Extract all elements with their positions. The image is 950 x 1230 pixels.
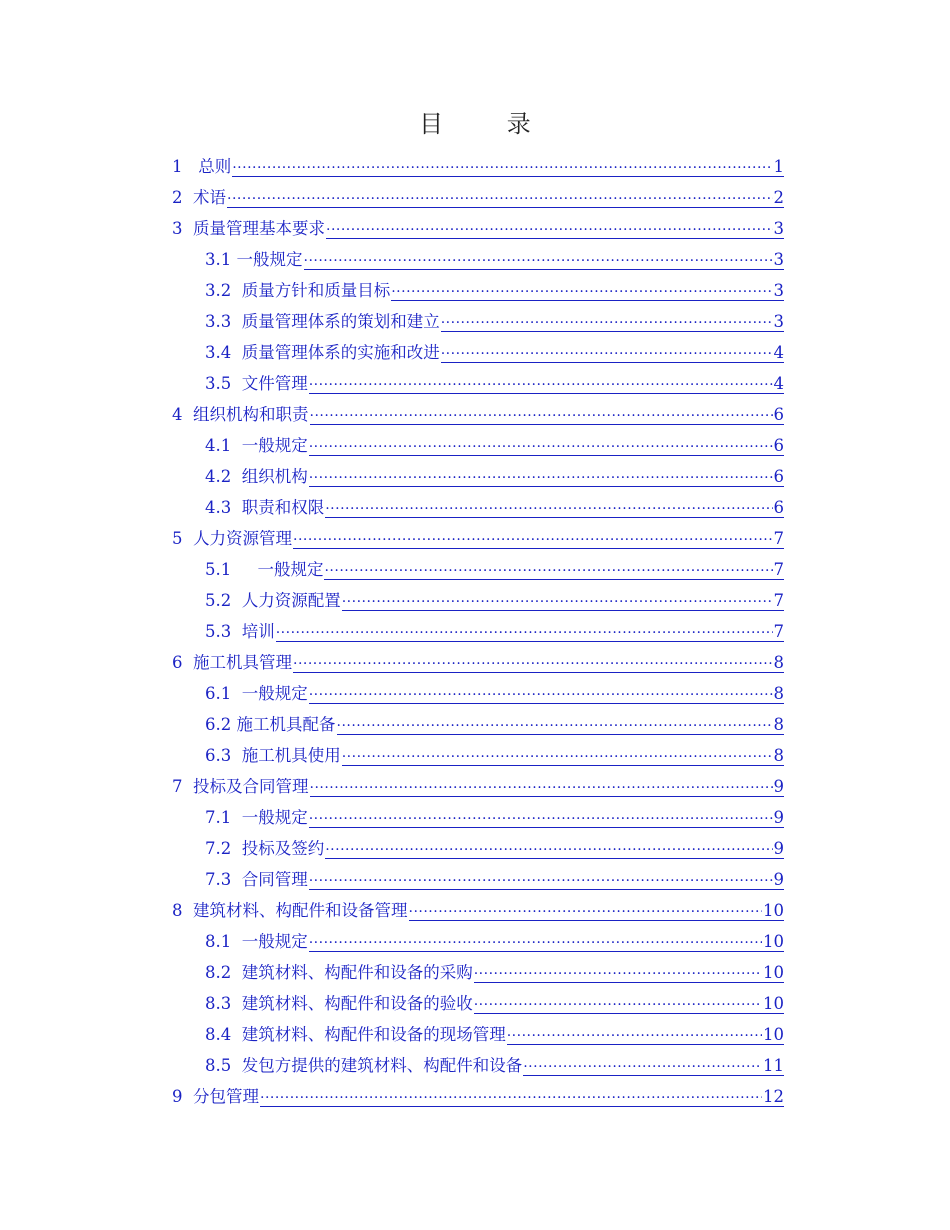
toc-entry-label: 3.2 质量方针和质量目标 <box>205 281 391 300</box>
toc-dot-leader <box>232 154 772 174</box>
toc-entry-27[interactable] <box>172 983 784 1014</box>
toc-entry-23[interactable] <box>172 859 784 890</box>
toc-entry-page-number: 10 <box>763 901 784 920</box>
toc-dot-leader <box>342 588 773 608</box>
toc-dot-leader <box>441 340 773 360</box>
toc-dot-leader <box>391 278 772 298</box>
toc-dot-leader <box>441 309 773 329</box>
toc-entry-24[interactable] <box>172 890 784 921</box>
toc-entry-page-number: 9 <box>773 870 784 889</box>
toc-entry-page-number: 4 <box>773 374 784 393</box>
toc-entry-5[interactable] <box>172 301 784 332</box>
toc-entry-label: 4.1 一般规定 <box>205 436 308 455</box>
toc-dot-leader <box>309 681 773 701</box>
toc-entry-28[interactable] <box>172 1014 784 1045</box>
toc-entry-12[interactable] <box>172 518 784 549</box>
toc-entry-page-number: 3 <box>773 281 784 300</box>
toc-entry-21[interactable] <box>172 797 784 828</box>
toc-entry-29[interactable] <box>172 1045 784 1076</box>
toc-entry-page-number: 7 <box>773 560 784 579</box>
toc-entry-9[interactable] <box>172 425 784 456</box>
toc-entry-label: 1 总则 <box>172 157 232 176</box>
toc-entry-label: 6.1 一般规定 <box>205 684 308 703</box>
toc-entry-page-number: 9 <box>773 808 784 827</box>
toc-entry-7[interactable] <box>172 363 784 394</box>
toc-entry-label: 8.3 建筑材料、构配件和设备的验收 <box>205 994 473 1013</box>
toc-entry-label: 8.5 发包方提供的建筑材料、构配件和设备 <box>205 1056 523 1075</box>
toc-entry-1[interactable] <box>172 177 784 208</box>
toc-entry-page-number: 3 <box>773 312 784 331</box>
toc-entry-label: 2 术语 <box>172 188 226 207</box>
toc-entry-8[interactable] <box>172 394 784 425</box>
toc-entry-10[interactable] <box>172 456 784 487</box>
toc-entry-label: 5.3 培训 <box>205 622 275 641</box>
toc-entry-label: 5.1 一般规定 <box>205 560 324 579</box>
toc-dot-leader <box>342 743 773 763</box>
toc-entry-25[interactable] <box>172 921 784 952</box>
toc-entry-page-number: 12 <box>763 1087 784 1106</box>
toc-entry-3[interactable] <box>172 239 784 270</box>
toc-entry-page-number: 8 <box>773 653 784 672</box>
toc-entry-page-number: 3 <box>773 250 784 269</box>
toc-entry-label: 4.2 组织机构 <box>205 467 308 486</box>
toc-entry-label: 8.2 建筑材料、构配件和设备的采购 <box>205 963 473 982</box>
toc-entry-0[interactable] <box>172 146 784 177</box>
toc-entry-page-number: 7 <box>773 529 784 548</box>
toc-entry-6[interactable] <box>172 332 784 363</box>
toc-entry-label: 8.4 建筑材料、构配件和设备的现场管理 <box>205 1025 506 1044</box>
toc-dot-leader <box>507 1022 762 1042</box>
toc-entry-page-number: 3 <box>773 219 784 238</box>
toc-dot-leader <box>474 991 762 1011</box>
toc-dot-leader <box>326 216 773 236</box>
toc-entry-4[interactable] <box>172 270 784 301</box>
toc-entry-underline <box>172 1106 784 1107</box>
toc-entry-page-number: 10 <box>763 1025 784 1044</box>
toc-entry-label: 3.3 质量管理体系的策划和建立 <box>205 312 440 331</box>
toc-entry-label: 7.1 一般规定 <box>205 808 308 827</box>
toc-entry-page-number: 9 <box>773 839 784 858</box>
toc-entry-label: 8.1 一般规定 <box>205 932 308 951</box>
toc-entry-page-number: 8 <box>773 746 784 765</box>
toc-dot-leader <box>523 1053 762 1073</box>
toc-dot-leader <box>309 464 773 484</box>
toc-entry-2[interactable] <box>172 208 784 239</box>
toc-entry-11[interactable] <box>172 487 784 518</box>
toc-entry-page-number: 1 <box>773 157 784 176</box>
toc-entry-label: 5.2 人力资源配置 <box>205 591 341 610</box>
toc-dot-leader <box>409 898 763 918</box>
toc-dot-leader <box>309 805 773 825</box>
toc-entry-22[interactable] <box>172 828 784 859</box>
toc-entry-17[interactable] <box>172 673 784 704</box>
toc-entry-label: 7 投标及合同管理 <box>172 777 309 796</box>
toc-entry-30[interactable] <box>172 1076 784 1107</box>
toc-dot-leader <box>325 836 772 856</box>
toc-entry-15[interactable] <box>172 611 784 642</box>
toc-entry-label: 3 质量管理基本要求 <box>172 219 325 238</box>
toc-entry-label: 7.2 投标及签约 <box>205 839 325 858</box>
toc-dot-leader <box>227 185 773 205</box>
toc-entry-label: 5 人力资源管理 <box>172 529 292 548</box>
toc-entry-page-number: 10 <box>763 932 784 951</box>
toc-entry-label: 7.3 合同管理 <box>205 870 308 889</box>
toc-entry-page-number: 4 <box>773 343 784 362</box>
toc-dot-leader <box>276 619 773 639</box>
toc-entry-page-number: 6 <box>773 405 784 424</box>
toc-entry-page-number: 2 <box>773 188 784 207</box>
toc-entry-page-number: 10 <box>763 994 784 1013</box>
toc-entry-page-number: 6 <box>773 436 784 455</box>
toc-entry-label: 4 组织机构和职责 <box>172 405 309 424</box>
toc-dot-leader <box>309 929 762 949</box>
toc-entry-page-number: 10 <box>763 963 784 982</box>
toc-entry-label: 3.4 质量管理体系的实施和改进 <box>205 343 440 362</box>
toc-entry-18[interactable] <box>172 704 784 735</box>
toc-entry-label: 3.5 文件管理 <box>205 374 308 393</box>
toc-title: 目 录 <box>419 110 559 138</box>
toc-entry-label: 8 建筑材料、构配件和设备管理 <box>172 901 408 920</box>
toc-entry-page-number: 8 <box>773 684 784 703</box>
toc-dot-leader <box>309 433 773 453</box>
toc-dot-leader <box>304 247 773 267</box>
toc-dot-leader <box>309 867 773 887</box>
toc-entry-14[interactable] <box>172 580 784 611</box>
toc-dot-leader <box>310 774 773 794</box>
toc-entry-page-number: 7 <box>773 591 784 610</box>
toc-entry-19[interactable] <box>172 735 784 766</box>
toc-entry-page-number: 7 <box>773 622 784 641</box>
toc-dot-leader <box>293 650 773 670</box>
toc-dot-leader <box>324 557 772 577</box>
toc-entry-page-number: 8 <box>773 715 784 734</box>
toc-dot-leader <box>337 712 773 732</box>
toc-entry-label: 4.3 职责和权限 <box>205 498 325 517</box>
toc-entry-label: 6 施工机具管理 <box>172 653 292 672</box>
toc-entry-26[interactable] <box>172 952 784 983</box>
table-of-contents <box>172 146 784 1107</box>
toc-entry-16[interactable] <box>172 642 784 673</box>
toc-entry-label: 9 分包管理 <box>172 1087 259 1106</box>
toc-entry-page-number: 6 <box>773 467 784 486</box>
toc-dot-leader <box>474 960 762 980</box>
toc-entry-page-number: 9 <box>773 777 784 796</box>
toc-entry-20[interactable] <box>172 766 784 797</box>
toc-entry-page-number: 11 <box>763 1056 784 1075</box>
toc-dot-leader <box>260 1084 762 1104</box>
toc-dot-leader <box>309 371 773 391</box>
toc-dot-leader <box>325 495 772 515</box>
toc-dot-leader <box>293 526 773 546</box>
toc-entry-label: 6.3 施工机具使用 <box>205 746 341 765</box>
toc-entry-label: 6.2 施工机具配备 <box>205 715 336 734</box>
toc-dot-leader <box>310 402 773 422</box>
toc-entry-page-number: 6 <box>773 498 784 517</box>
toc-entry-13[interactable] <box>172 549 784 580</box>
toc-entry-label: 3.1 一般规定 <box>205 250 303 269</box>
